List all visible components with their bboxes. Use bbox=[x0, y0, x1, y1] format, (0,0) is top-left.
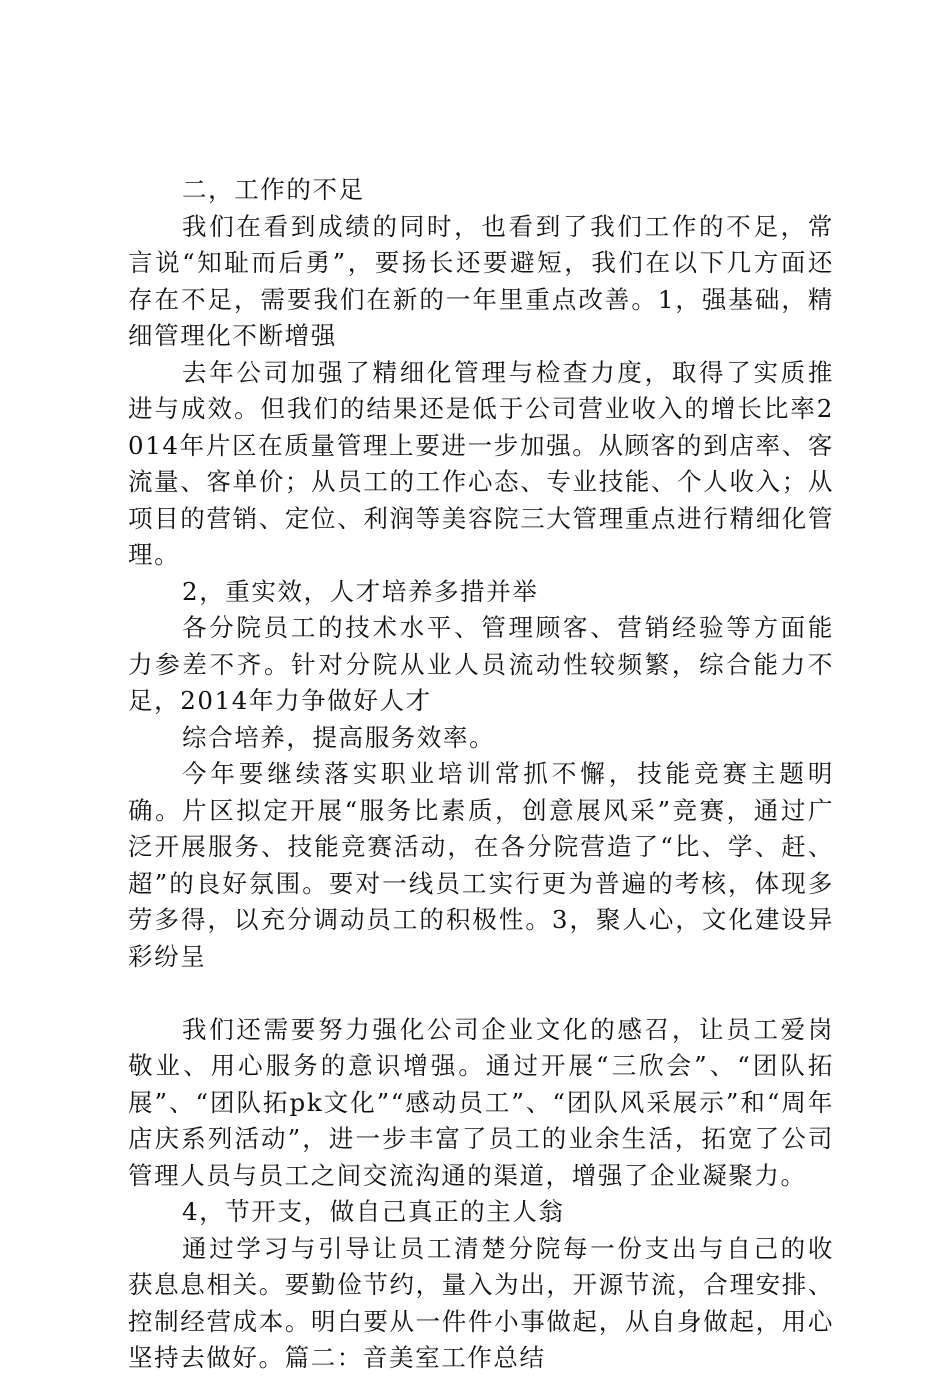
paragraph-comprehensive-training: 综合培养，提高服务效率。 bbox=[182, 722, 496, 752]
section-heading-expenses: 4，节开支，做自己真正的主人翁 bbox=[182, 1197, 565, 1226]
paragraph-corporate-culture: 我们还需要努力强化公司企业文化的感召，让员工爱岗敬业、用心服务的意识增强。通过开展“三欣会”、“团队拓展”、“团队拓pk文化”“感动员工”、“团队风采展示”和“周年店庆系列活动”，进一步丰富了员工的业余生活，拓宽了公司管理人员与员工之间交流沟通的渠道，增强了企业凝聚力。 bbox=[128, 1014, 834, 1190]
section-heading-shortcomings: 二，工作的不足 bbox=[182, 175, 365, 204]
document-body bbox=[128, 172, 834, 1377]
paragraph-expenses: 通过学习与引导让员工清楚分院每一份支出与自己的收获息息相关。要勤俭节约，量入为出，开源节流，合理安排、控制经营成本。明白要从一件件小事做起，从自身做起，用心坚持去做好。篇二：音美室工作总结 bbox=[128, 1233, 834, 1372]
paragraph-shortcomings-intro: 我们在看到成绩的同时，也看到了我们工作的不足，常言说“知耻而后勇”，要扬长还要避短，我们在以下几方面还存在不足，需要我们在新的一年里重点改善。1，强基础，精细管理化不断增强 bbox=[128, 211, 834, 350]
section-heading-talent: 2，重实效，人才培养多措并举 bbox=[182, 576, 539, 606]
paragraph-talent-skills: 各分院员工的技术水平、管理顾客、营销经验等方面能力参差不齐。针对分院从业人员流动性较频繁，综合能力不足，2014年力争做好人才 bbox=[128, 613, 834, 715]
paragraph-vocational-training: 今年要继续落实职业培训常抓不懈，技能竞赛主题明确。片区拟定开展“服务比素质，创意展风采”竞赛，通过广泛开展服务、技能竞赛活动，在各分院营造了“比、学、赶、超”的良好氛围。要对一线员工实行更为普遍的考核，体现多劳多得，以充分调动员工的积极性。3，聚人心，文化建设异彩纷呈 bbox=[128, 759, 834, 971]
paragraph-spacer bbox=[128, 975, 834, 1012]
paragraph-refined-management: 去年公司加强了精细化管理与检查力度，取得了实质推进与成效。但我们的结果还是低于公司营业收入的增长比率2014年片区在质量管理上要进一步加强。从顾客的到店率、客流量、客单价；从员工的工作心态、专业技能、个人收入；从项目的营销、定位、利润等美容院三大管理重点进行精细化管理。 bbox=[128, 357, 834, 569]
